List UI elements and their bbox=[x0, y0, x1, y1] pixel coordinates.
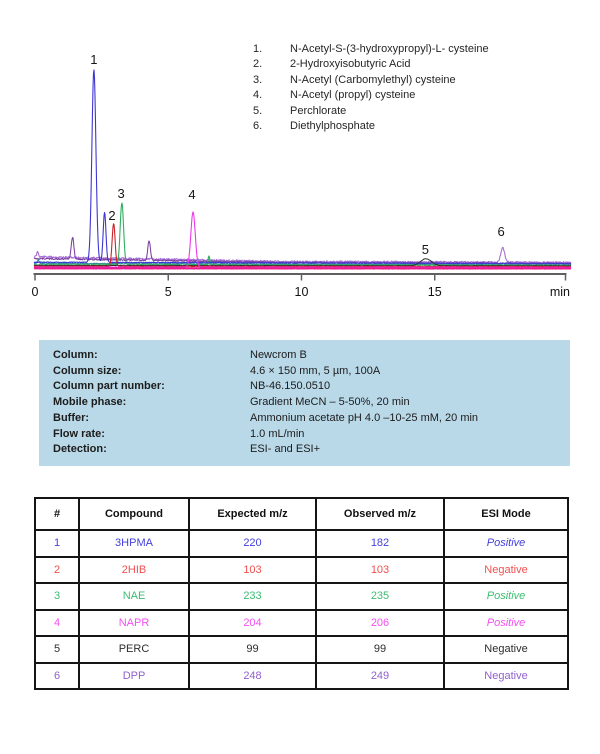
legend-item-number: 1. bbox=[253, 43, 263, 55]
peak-number-label: 6 bbox=[497, 224, 505, 239]
info-row bbox=[53, 379, 570, 395]
cell-mode: Negative bbox=[444, 557, 568, 584]
legend-item-name: 2-Hydroxyisobutyric Acid bbox=[290, 58, 411, 71]
cell-observed: 182 bbox=[316, 530, 444, 557]
table-row bbox=[35, 583, 568, 610]
legend-item-number: 5. bbox=[253, 104, 263, 117]
info-value: 1.0 mL/min bbox=[250, 427, 305, 440]
legend-item-number: 3. bbox=[253, 73, 263, 86]
x-tick-label: 10 bbox=[294, 285, 309, 299]
info-row bbox=[53, 411, 570, 427]
info-row bbox=[53, 442, 570, 458]
cell-mode: Positive bbox=[444, 530, 568, 557]
info-row bbox=[53, 395, 570, 411]
column-header: ESI Mode bbox=[444, 498, 568, 530]
info-label: Column part number: bbox=[53, 380, 165, 393]
legend-item-name: N-Acetyl (propyl) cysteine bbox=[290, 89, 416, 102]
legend-item bbox=[253, 119, 489, 134]
legend-item-number: 2. bbox=[253, 58, 263, 71]
info-value: ESI- and ESI+ bbox=[250, 443, 321, 456]
mz-table-head bbox=[35, 498, 568, 530]
cell-expected: 248 bbox=[189, 663, 316, 690]
cell-compound: NAPR bbox=[79, 610, 189, 637]
trace-2hib-red bbox=[34, 224, 571, 267]
cell-observed: 99 bbox=[316, 636, 444, 663]
peak-number-label: 2 bbox=[108, 208, 116, 223]
cell-observed: 103 bbox=[316, 557, 444, 584]
peak-number-label: 5 bbox=[421, 242, 430, 257]
legend-item-number: 6. bbox=[253, 120, 263, 133]
info-label: Mobile phase: bbox=[53, 396, 127, 409]
legend-item bbox=[253, 57, 489, 72]
info-label: Detection: bbox=[53, 443, 107, 456]
info-value: Gradient MeCN – 5-50%, 20 min bbox=[250, 396, 410, 409]
info-row bbox=[53, 427, 570, 443]
legend-item bbox=[253, 104, 489, 119]
cell-observed: 235 bbox=[316, 583, 444, 610]
cell-expected: 220 bbox=[189, 530, 316, 557]
cell-num: 4 bbox=[35, 610, 79, 637]
cell-observed: 249 bbox=[316, 663, 444, 690]
info-value: NB-46.150.0510 bbox=[250, 380, 331, 393]
cell-num: 2 bbox=[35, 557, 79, 584]
cell-compound: PERC bbox=[79, 636, 189, 663]
cell-num: 1 bbox=[35, 530, 79, 557]
info-row bbox=[53, 364, 570, 380]
header-row bbox=[35, 498, 568, 530]
column-header: Compound bbox=[79, 498, 189, 530]
info-label: Column: bbox=[53, 349, 98, 361]
cell-mode: Positive bbox=[444, 583, 568, 610]
info-row bbox=[53, 348, 570, 364]
legend-item-name: N-Acetyl (Carbomylethyl) cysteine bbox=[290, 73, 456, 86]
cell-compound: DPP bbox=[79, 663, 189, 690]
cell-expected: 99 bbox=[189, 636, 316, 663]
peak-number-label: 4 bbox=[188, 187, 196, 202]
info-value: 4.6 × 150 mm, 5 µm, 100A bbox=[250, 364, 381, 377]
cell-num: 6 bbox=[35, 663, 79, 690]
info-label: Flow rate: bbox=[53, 427, 105, 440]
legend-item-number: 4. bbox=[253, 89, 263, 102]
table-row bbox=[35, 636, 568, 663]
legend-item bbox=[253, 73, 489, 88]
legend-item bbox=[253, 88, 489, 103]
table-row bbox=[35, 663, 568, 690]
cell-compound: 2HIB bbox=[79, 557, 189, 584]
table-row bbox=[35, 530, 568, 557]
cell-expected: 103 bbox=[189, 557, 316, 584]
legend-item-name: Perchlorate bbox=[290, 104, 347, 117]
info-value: Newcrom B bbox=[250, 349, 307, 361]
column-header: Observed m/z bbox=[316, 498, 444, 530]
column-header: Expected m/z bbox=[189, 498, 316, 530]
cell-num: 3 bbox=[35, 583, 79, 610]
x-axis-unit-label: min bbox=[549, 285, 570, 299]
peak-number-label: 3 bbox=[117, 186, 125, 201]
legend-item-name: Diethylphosphate bbox=[290, 120, 376, 133]
cell-expected: 204 bbox=[189, 610, 316, 637]
peak-number-label: 1 bbox=[90, 52, 98, 67]
cell-mode: Negative bbox=[444, 636, 568, 663]
cell-expected: 233 bbox=[189, 583, 316, 610]
cell-mode: Positive bbox=[444, 610, 568, 637]
trace-impurity-dark-purple bbox=[34, 238, 571, 264]
column-header: # bbox=[35, 498, 79, 530]
method-info-box bbox=[39, 340, 570, 466]
peak-legend bbox=[253, 42, 489, 134]
trace-dpp-diethylphosphate bbox=[34, 247, 571, 263]
table-row bbox=[35, 557, 568, 584]
legend-item bbox=[253, 42, 489, 57]
cell-compound: NAE bbox=[79, 583, 189, 610]
cell-observed: 206 bbox=[316, 610, 444, 637]
info-label: Buffer: bbox=[53, 411, 90, 424]
mz-table bbox=[34, 497, 569, 690]
x-tick-label: 0 bbox=[31, 285, 39, 299]
table-row bbox=[35, 610, 568, 637]
legend-item-name: N-Acetyl-S-(3-hydroxypropyl)-L- cysteine bbox=[290, 43, 489, 55]
cell-num: 5 bbox=[35, 636, 79, 663]
x-tick-label: 15 bbox=[427, 285, 442, 299]
info-value: Ammonium acetate pH 4.0 –10-25 mM, 20 min bbox=[250, 411, 479, 424]
info-label: Column size: bbox=[53, 364, 122, 377]
x-tick-label: 5 bbox=[164, 285, 172, 299]
mz-table-body bbox=[35, 530, 568, 689]
cell-mode: Negative bbox=[444, 663, 568, 690]
cell-compound: 3HPMA bbox=[79, 530, 189, 557]
